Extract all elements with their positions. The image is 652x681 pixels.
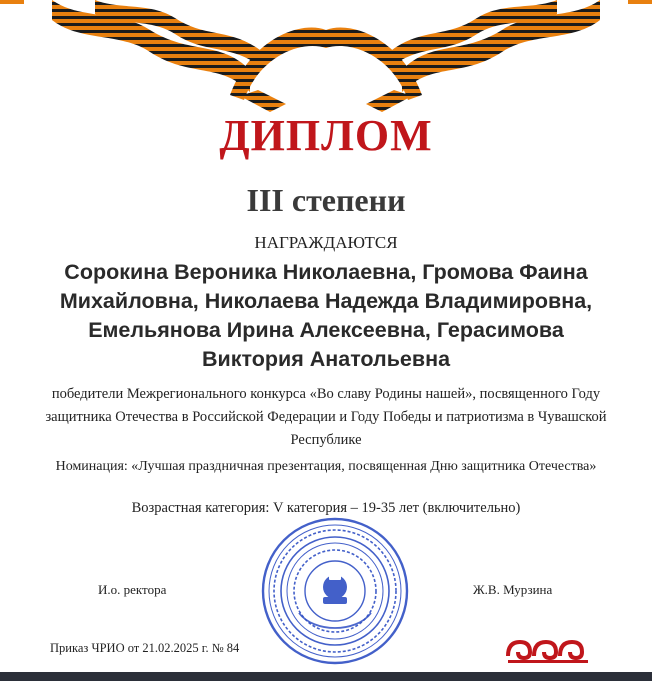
chuvash-ornament-icon <box>506 636 590 664</box>
diploma-degree: III степени <box>246 182 406 218</box>
signatory-title: И.о. ректора <box>98 582 167 597</box>
diploma-title: ДИПЛОМ <box>219 111 433 160</box>
competition-description: победители Межрегионального конкурса «Во славу Родины нашей», посвященного Году защитника Отечества в Российской Федерации и Году Победы и патриотизма в Чувашской Республике <box>45 386 607 448</box>
order-reference: Приказ ЧРИО от 21.02.2025 г. № 84 <box>50 641 240 655</box>
awardee-names: Сорокина Вероника Николаевна, Громова Фаина Михайловна, Николаева Надежда Владимировна, Емельянова Ирина Алексеевна, Герасимова Виктория Анатольевна <box>59 260 593 371</box>
st-george-ribbon-decoration <box>0 0 652 112</box>
award-label: НАГРАЖДАЮТСЯ <box>254 233 398 252</box>
nomination-text: Номинация: «Лучшая праздничная презентация, посвященная Дню защитника Отечества» <box>55 459 597 474</box>
bottom-bar <box>0 672 652 681</box>
signatory-name: Ж.В. Мурзина <box>473 582 553 597</box>
age-category: Возрастная категория: V категория – 19-35 лет (включительно) <box>131 500 521 516</box>
official-stamp <box>259 515 411 667</box>
